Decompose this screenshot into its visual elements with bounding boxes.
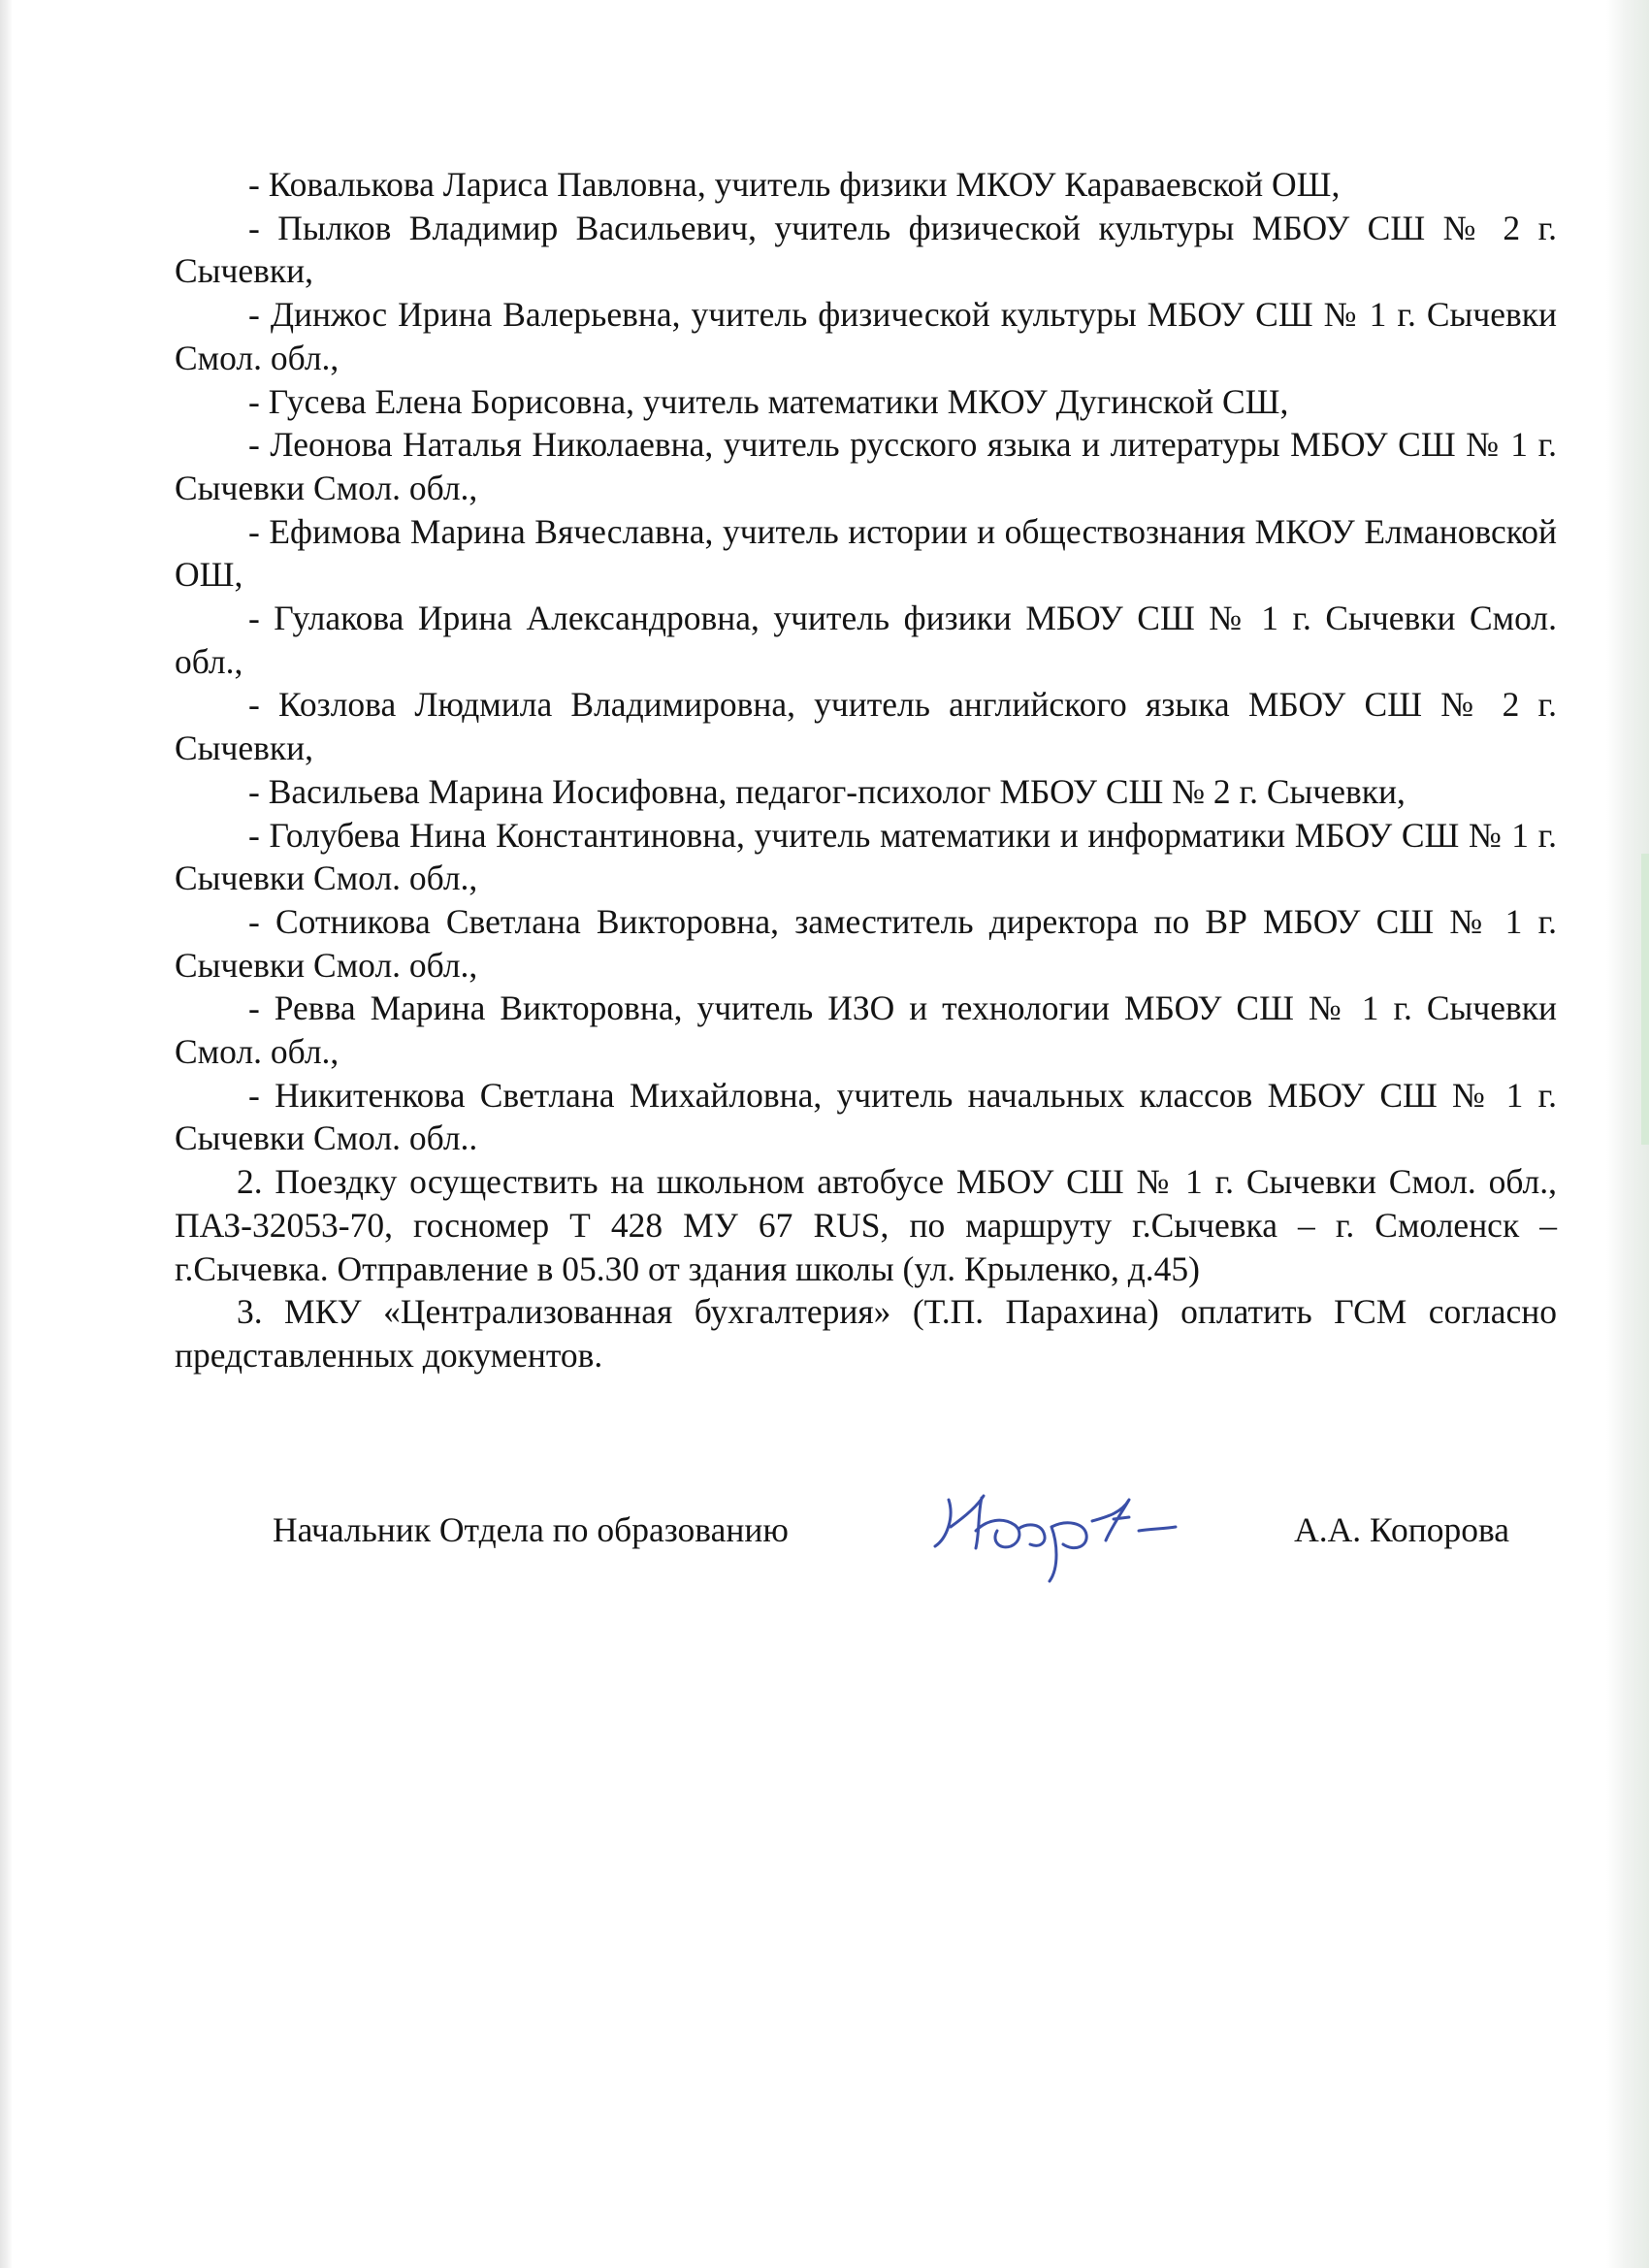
list-item: - Динжос Ирина Валерьевна, учитель физической культуры МБОУ СШ № 1 г. Сычевки Смол. обл., [175,295,1557,377]
signatory-title: Начальник Отдела по образованию [273,1510,789,1549]
list-item: - Козлова Людмила Владимировна, учитель английского языка МБОУ СШ № 2 г. Сычевки, [175,685,1557,768]
list-item: - Никитенкова Светлана Михайловна, учитель начальных классов МБОУ СШ № 1 г. Сычевки Смол. обл.. [175,1075,1557,1158]
list-item: - Голубева Нина Константиновна, учитель математики и информатики МБОУ СШ № 1 г. Сычевки Смол. обл., [175,815,1557,898]
signature-block [175,1484,1557,1591]
list-item: - Ефимова Марина Вячеславна, учитель истории и обществознания МКОУ Елмановской ОШ, [175,511,1557,595]
list-item: - Васильева Марина Иосифовна, педагог-психолог МБОУ СШ № 2 г. Сычевки, [248,771,1406,811]
scan-color-strip [1641,854,1649,1145]
list-item: - Гулакова Ирина Александровна, учитель физики МБОУ СШ № 1 г. Сычевки Смол. обл., [175,599,1557,681]
list-item: - Гусева Елена Борисовна, учитель математики МКОУ Дугинской СШ, [248,381,1289,421]
list-item: - Сотникова Светлана Викторовна, заместитель директора по ВР МБОУ СШ № 1 г. Сычевки Смол. обл., [175,901,1557,985]
signatory-name: А.А. Копорова [1294,1510,1509,1549]
list-item: - Пылков Владимир Васильевич, учитель физической культуры МБОУ СШ № 2 г. Сычевки, [175,208,1557,291]
list-item: - Ковалькова Лариса Павловна, учитель физики МКОУ Караваевской ОШ, [248,165,1341,204]
list-item: - Леонова Наталья Николаевна, учитель русского языка и литературы МБОУ СШ № 1 г. Сычевки Смол. обл., [175,425,1557,507]
scan-shadow-left [0,0,12,2268]
document-body [175,163,1557,1377]
list-item: - Ревва Марина Викторовна, учитель ИЗО и технологии МБОУ СШ № 1 г. Сычевки Смол. обл., [175,988,1557,1072]
numbered-paragraph-2: 2. Поездку осуществить на школьном автобусе МБОУ СШ № 1 г. Сычевки Смол. обл., ПАЗ-32053-70, госномер Т 428 МУ 67 RUS, по маршруту г.Сычевка – г. Смоленск – г.Сычевка. Отправление в 05.30 от здания школы (ул. Крыленко, д.45) [175,1162,1557,1288]
handwritten-signature [922,1484,1183,1591]
numbered-paragraph-3: 3. МКУ «Централизованная бухгалтерия» (Т.П. Парахина) оплатить ГСМ согласно представленных документов. [175,1292,1557,1375]
